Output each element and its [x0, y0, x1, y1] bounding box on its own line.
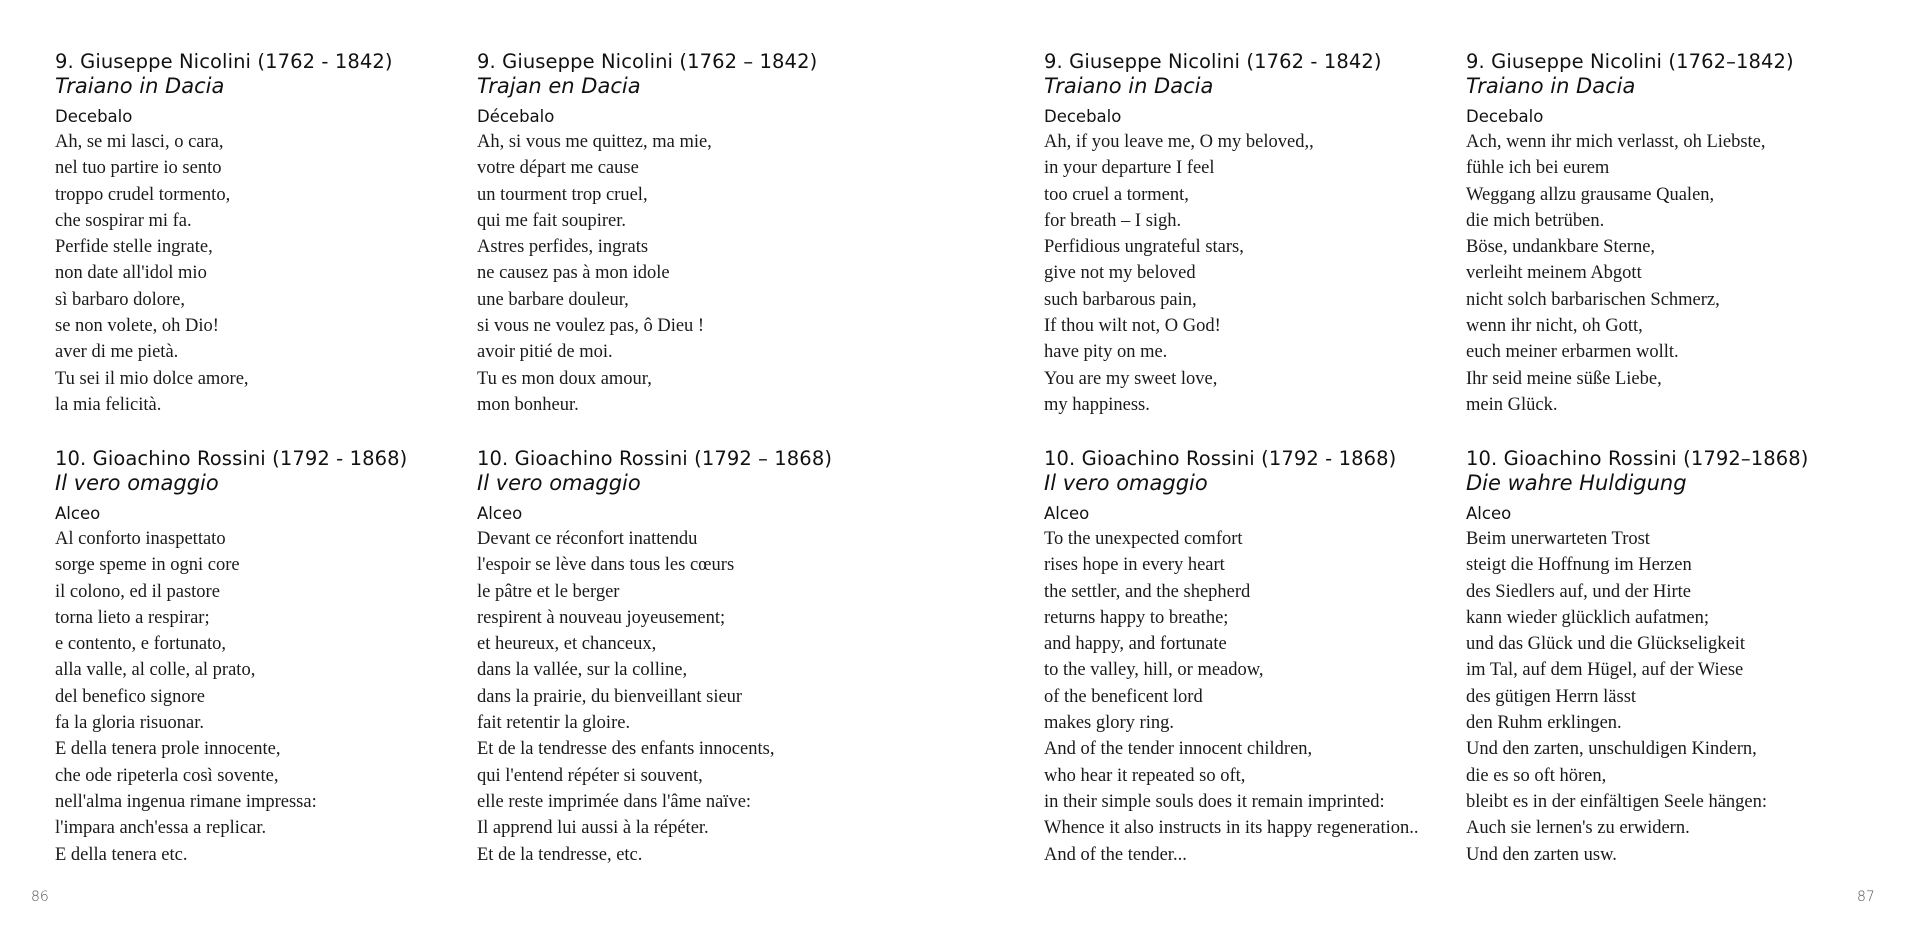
verse-line: to the valley, hill, or meadow,: [1044, 660, 1264, 681]
verse-line: del benefico signore: [55, 686, 205, 707]
verse-line: die es so oft hören,: [1466, 765, 1607, 786]
verse-line: le pâtre et le berger: [477, 581, 620, 602]
composer-heading: 9. Giuseppe Nicolini (1762 - 1842): [1044, 50, 1382, 73]
verse-list: [1044, 526, 1464, 868]
verse-line: sì barbaro dolore,: [55, 289, 185, 310]
verse-line: et heureux, et chanceux,: [477, 634, 657, 655]
character-name: Decebalo: [55, 107, 133, 126]
composer-heading: 9. Giuseppe Nicolini (1762 - 1842): [55, 50, 393, 73]
verse-line: nicht solch barbarischen Schmerz,: [1466, 289, 1720, 310]
verse-line: votre départ me cause: [477, 158, 639, 179]
verse-line: Astres perfides, ingrats: [477, 237, 649, 258]
composer-heading: 9. Giuseppe Nicolini (1762 – 1842): [477, 50, 818, 73]
verse-line: And of the tender innocent children,: [1044, 739, 1313, 760]
verse-line: un tourment trop cruel,: [477, 184, 648, 205]
character-name: Decebalo: [1044, 107, 1122, 126]
verse-line: wenn ihr nicht, oh Gott,: [1466, 316, 1643, 337]
verse-line: si vous ne voulez pas, ô Dieu !: [477, 316, 705, 337]
verse-line: nel tuo partire io sento: [55, 158, 222, 179]
verse-line: nell'alma ingenua rimane impressa:: [55, 791, 317, 812]
section-nicolini: [477, 50, 897, 418]
verse-line: E della tenera prole innocente,: [55, 739, 281, 760]
verse-line: elle reste imprimée dans l'âme naïve:: [477, 791, 752, 812]
verse-line: Et de la tendresse, etc.: [477, 844, 643, 865]
verse-line: fa la gloria risuonar.: [55, 713, 204, 734]
verse-line: have pity on me.: [1044, 342, 1168, 363]
verse-line: in your departure I feel: [1044, 158, 1215, 179]
verse-list: [1466, 526, 1886, 868]
verse-line: mein Glück.: [1466, 394, 1558, 415]
verse-line: Und den zarten usw.: [1466, 844, 1617, 865]
character-name: Alceo: [55, 504, 101, 523]
verse-line: qui me fait soupirer.: [477, 210, 626, 231]
section-rossini: [1044, 447, 1464, 868]
character-name: Alceo: [1044, 504, 1090, 523]
verse-line: And of the tender...: [1044, 844, 1187, 865]
verse-line: des gütigen Herrn lässt: [1466, 686, 1637, 707]
verse-line: dans la prairie, du bienveillant sieur: [477, 686, 743, 707]
verse-line: mon bonheur.: [477, 394, 579, 415]
verse-line: l'impara anch'essa a replicar.: [55, 818, 267, 839]
verse-line: my happiness.: [1044, 394, 1150, 415]
work-title: Traiano in Dacia: [1466, 74, 1636, 98]
verse-line: ne causez pas à mon idole: [477, 263, 670, 284]
verse-line: too cruel a torment,: [1044, 184, 1189, 205]
composer-heading: 10. Gioachino Rossini (1792–1868): [1466, 447, 1809, 470]
verse-list: [477, 129, 897, 418]
verse-list: [55, 526, 475, 868]
verse-line: Und den zarten, unschuldigen Kindern,: [1466, 739, 1757, 760]
verse-line: aver di me pietà.: [55, 342, 179, 363]
verse-list: [1044, 129, 1464, 418]
verse-line: such barbarous pain,: [1044, 289, 1197, 310]
verse-line: rises hope in every heart: [1044, 555, 1225, 576]
verse-line: Et de la tendresse des enfants innocents,: [477, 739, 775, 760]
verse-line: To the unexpected comfort: [1044, 529, 1243, 549]
page-number-right: 87: [1857, 889, 1875, 905]
verse-line: of the beneficent lord: [1044, 686, 1203, 707]
section-nicolini: [1466, 50, 1886, 418]
section-rossini: [477, 447, 897, 868]
verse-list: [477, 526, 897, 868]
verse-list: [1466, 129, 1886, 418]
composer-heading: 10. Gioachino Rossini (1792 – 1868): [477, 447, 833, 470]
verse-list: [55, 129, 475, 418]
verse-line: avoir pitié de moi.: [477, 342, 613, 363]
verse-line: You are my sweet love,: [1044, 368, 1218, 389]
verse-line: die mich betrüben.: [1466, 210, 1605, 231]
composer-heading: 10. Gioachino Rossini (1792 - 1868): [1044, 447, 1397, 470]
verse-line: for breath – I sigh.: [1044, 210, 1182, 231]
verse-line: che ode ripeterla così sovente,: [55, 765, 279, 786]
work-title: Il vero omaggio: [477, 471, 641, 495]
section-rossini: [1466, 447, 1886, 868]
work-title: Traiano in Dacia: [1044, 74, 1214, 98]
verse-line: se non volete, oh Dio!: [55, 316, 219, 337]
verse-line: des Siedlers auf, und der Hirte: [1466, 581, 1692, 602]
character-name: Alceo: [477, 504, 523, 523]
verse-line: dans la vallée, sur la colline,: [477, 660, 688, 681]
verse-line: Beim unerwarteten Trost: [1466, 529, 1650, 549]
verse-line: troppo crudel tormento,: [55, 184, 231, 205]
verse-line: Il apprend lui aussi à la répéter.: [477, 818, 709, 839]
work-title: Die wahre Huldigung: [1466, 471, 1687, 495]
verse-line: E della tenera etc.: [55, 844, 188, 865]
verse-line: bleibt es in der einfältigen Seele hängen:: [1466, 791, 1768, 812]
verse-line: Weggang allzu grausame Qualen,: [1466, 184, 1715, 205]
verse-line: kann wieder glücklich aufatmen;: [1466, 607, 1709, 628]
verse-line: Tu es mon doux amour,: [477, 368, 652, 389]
verse-line: who hear it repeated so oft,: [1044, 765, 1246, 786]
verse-line: sorge speme in ogni core: [55, 555, 240, 576]
verse-line: verleiht meinem Abgott: [1466, 263, 1642, 284]
verse-line: Devant ce réconfort inattendu: [477, 529, 698, 549]
work-title: Traiano in Dacia: [55, 74, 225, 98]
verse-line: Ihr seid meine süße Liebe,: [1466, 368, 1662, 389]
section-nicolini: [55, 50, 475, 418]
verse-line: im Tal, auf dem Hügel, auf der Wiese: [1466, 660, 1744, 681]
verse-line: alla valle, al colle, al prato,: [55, 660, 256, 681]
work-title: Il vero omaggio: [1044, 471, 1208, 495]
verse-line: la mia felicità.: [55, 394, 162, 415]
character-name: Alceo: [1466, 504, 1512, 523]
verse-line: Whence it also instructs in its happy regeneration..: [1044, 818, 1419, 839]
verse-line: Ah, si vous me quittez, ma mie,: [477, 132, 712, 152]
composer-heading: 9. Giuseppe Nicolini (1762–1842): [1466, 50, 1794, 73]
verse-line: qui l'entend répéter si souvent,: [477, 765, 703, 786]
character-name: Decebalo: [1466, 107, 1544, 126]
verse-line: Ah, if you leave me, O my beloved,,: [1044, 132, 1314, 152]
verse-line: il colono, ed il pastore: [55, 581, 220, 602]
character-name: Décebalo: [477, 107, 555, 126]
verse-line: non date all'idol mio: [55, 263, 207, 284]
verse-line: fait retentir la gloire.: [477, 713, 631, 734]
verse-line: Perfide stelle ingrate,: [55, 237, 213, 258]
verse-line: in their simple souls does it remain imprinted:: [1044, 791, 1385, 812]
verse-line: give not my beloved: [1044, 263, 1196, 284]
work-title: Trajan en Dacia: [477, 74, 641, 98]
section-nicolini: [1044, 50, 1464, 418]
composer-heading: 10. Gioachino Rossini (1792 - 1868): [55, 447, 408, 470]
verse-line: Al conforto inaspettato: [55, 529, 226, 549]
verse-line: Ach, wenn ihr mich verlasst, oh Liebste,: [1466, 132, 1766, 152]
verse-line: If thou wilt not, O God!: [1044, 316, 1221, 337]
verse-line: Böse, undankbare Sterne,: [1466, 237, 1656, 258]
verse-line: and happy, and fortunate: [1044, 634, 1227, 655]
section-rossini: [55, 447, 475, 868]
verse-line: Tu sei il mio dolce amore,: [55, 368, 249, 389]
verse-line: respirent à nouveau joyeusement;: [477, 607, 726, 628]
verse-line: e contento, e fortunato,: [55, 634, 227, 655]
page-number-left: 86: [31, 889, 49, 905]
verse-line: den Ruhm erklingen.: [1466, 713, 1622, 734]
verse-line: une barbare douleur,: [477, 289, 629, 310]
verse-line: steigt die Hoffnung im Herzen: [1466, 555, 1692, 576]
verse-line: Ah, se mi lasci, o cara,: [55, 132, 224, 152]
verse-line: l'espoir se lève dans tous les cœurs: [477, 555, 735, 576]
verse-line: makes glory ring.: [1044, 713, 1174, 734]
verse-line: fühle ich bei eurem: [1466, 158, 1610, 179]
verse-line: und das Glück und die Glückseligkeit: [1466, 634, 1745, 655]
verse-line: torna lieto a respirar;: [55, 607, 210, 628]
work-title: Il vero omaggio: [55, 471, 219, 495]
verse-line: the settler, and the shepherd: [1044, 581, 1251, 602]
verse-line: che sospirar mi fa.: [55, 210, 192, 231]
verse-line: Auch sie lernen's zu erwidern.: [1466, 818, 1690, 839]
verse-line: returns happy to breathe;: [1044, 607, 1229, 628]
verse-line: Perfidious ungrateful stars,: [1044, 237, 1244, 258]
verse-line: euch meiner erbarmen wollt.: [1466, 342, 1679, 363]
